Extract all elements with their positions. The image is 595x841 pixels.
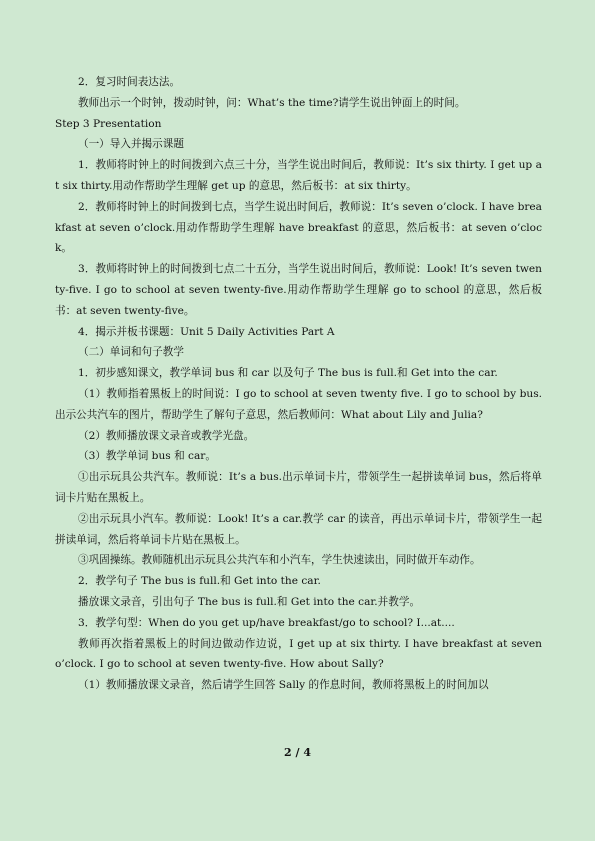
paragraph: 教师再次指着黑板上的时间边做动作边说，I get up at six thirty. I have breakfast at seven o’clock. I go to school at seven twenty-five. How about Sally? bbox=[55, 637, 542, 671]
page-number: 2 / 4 bbox=[284, 746, 311, 759]
paragraph: 4．揭示并板书课题：Unit 5 Daily Activities Part A bbox=[78, 325, 335, 338]
paragraph: ③巩固操练。教师随机出示玩具公共汽车和小汽车，学生快速读出，同时做开车动作。 bbox=[78, 554, 481, 567]
paragraph: ②出示玩具小汽车。教师说：Look! It’s a car.教学 car 的读音，再出示单词卡片，带领学生一起拼读单词，然后将单词卡片贴在黑板上。 bbox=[55, 512, 542, 546]
paragraph: （2）教师播放课文录音或教学光盘。 bbox=[78, 429, 255, 442]
paragraph: （1）教师播放课文录音，然后请学生回答 Sally 的作息时间，教师将黑板上的时间加以 bbox=[78, 679, 489, 692]
paragraph: （二）单词和句子教学 bbox=[78, 346, 184, 359]
paragraph: （3）教学单词 bus 和 car。 bbox=[78, 450, 216, 463]
paragraph: 教师出示一个时钟，拨动时钟，问：What’s the time?请学生说出钟面上的时间。 bbox=[78, 96, 466, 109]
paragraph: 1．教师将时钟上的时间拨到六点三十分，当学生说出时间后，教师说：It’s six thirty. I get up at six thirty.用动作帮助学生理解 get up 的意思，然后板书：at six thirty。 bbox=[55, 159, 542, 192]
paragraph: （一）导入并揭示课题 bbox=[78, 138, 184, 151]
paragraph: 2．复习时间表达法。 bbox=[78, 76, 181, 88]
paragraph: 播放课文录音，引出句子 The bus is full.和 Get into the car.并教学。 bbox=[78, 595, 421, 608]
paragraph: 2．教学句子 The bus is full.和 Get into the car. bbox=[78, 575, 321, 588]
page-body bbox=[55, 72, 542, 696]
paragraph: ①出示玩具公共汽车。教师说：It’s a bus.出示单词卡片，带领学生一起拼读单词 bus，然后将单词卡片贴在黑板上。 bbox=[55, 471, 542, 504]
paragraph: 1．初步感知课文，教学单词 bus 和 car 以及句子 The bus is full.和 Get into the car. bbox=[78, 367, 498, 380]
paragraph: Step 3 Presentation bbox=[55, 117, 162, 130]
paragraph: 3．教师将时钟上的时间拨到七点二十五分，当学生说出时间后，教师说：Look! It’s seven twenty-five. I go to school at seven twenty-five.用动作帮助学生理解 go to school 的意思，然后板书：at seven twenty-five。 bbox=[55, 263, 542, 317]
paragraph: 3．教学句型：When do you get up/have breakfast/go to school? I...at.... bbox=[78, 616, 455, 629]
paragraph: （1）教师指着黑板上的时间说：I go to school at seven twenty five. I go to school by bus.出示公共汽车的图片，帮助学生了解句子意思，然后教师问：What about Lily and Julia? bbox=[55, 387, 542, 421]
paragraph: 2．教师将时钟上的时间拨到七点，当学生说出时间后，教师说：It’s seven o’clock. I have breakfast at seven o’clock.用动作帮助学生理解 have breakfast 的意思，然后板书：at seven o’clock。 bbox=[55, 200, 542, 255]
